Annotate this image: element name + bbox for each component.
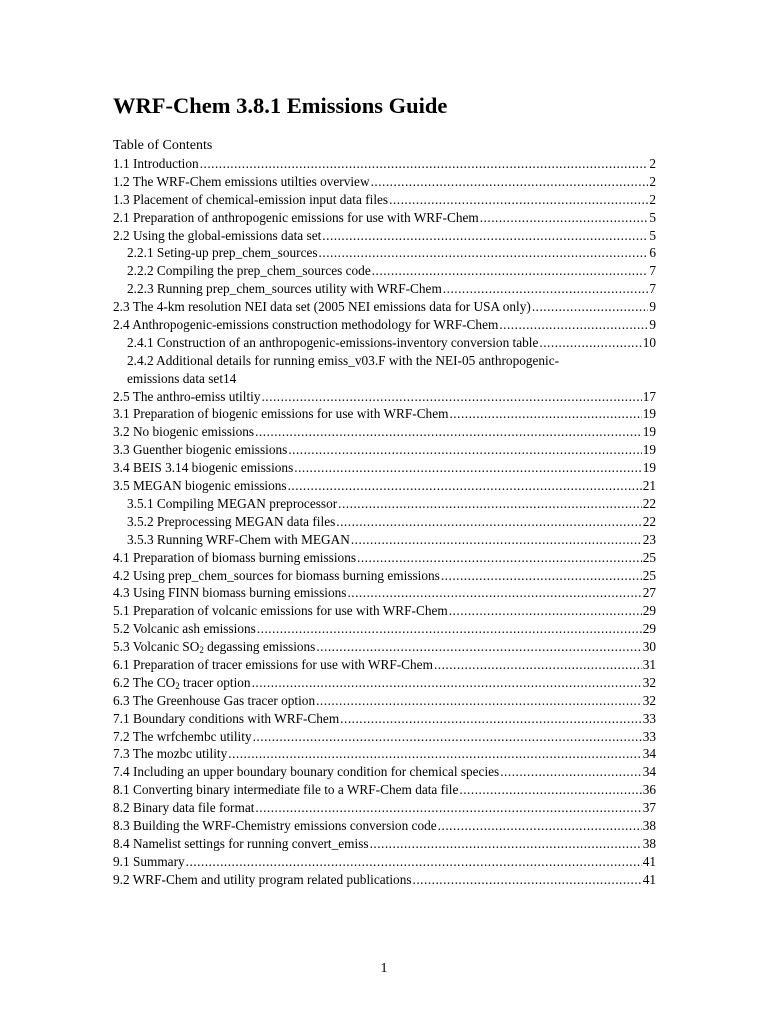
toc-entry[interactable] <box>113 513 656 531</box>
toc-leader-dots <box>413 871 642 889</box>
toc-entry-page: 32 <box>642 692 656 708</box>
toc-leader-dots <box>500 763 641 781</box>
toc-entry-title: 9.2 WRF-Chem and utility program related publications <box>113 871 412 887</box>
toc-entry-title: 7.1 Boundary conditions with WRF-Chem <box>113 710 340 726</box>
toc-entry-title: 2.2.3 Running prep_chem_sources utility with WRF-Chem <box>127 281 442 297</box>
toc-entry[interactable] <box>113 441 656 459</box>
toc-entry-title: 2.1 Preparation of anthropogenic emissions for use with WRF-Chem <box>113 209 479 225</box>
toc-leader-dots <box>357 549 642 567</box>
toc-entry[interactable] <box>113 495 656 513</box>
toc-leader-dots <box>351 531 642 549</box>
toc-entry-title: 2.4.1 Construction of an anthropogenic-emissions-inventory conversion table <box>127 334 539 350</box>
toc-leader-dots <box>336 513 641 531</box>
toc-entry-page: 34 <box>642 746 656 762</box>
toc-entry[interactable] <box>113 388 656 406</box>
toc-entry[interactable] <box>113 227 656 245</box>
toc-entry-page: 30 <box>642 639 656 655</box>
toc-entry[interactable] <box>113 459 656 477</box>
toc-entry[interactable] <box>113 531 656 549</box>
toc-entry-title: 5.2 Volcanic ash emissions <box>113 621 256 637</box>
toc-entry-title: 2.2.2 Compiling the prep_chem_sources code <box>127 263 371 279</box>
toc-leader-dots <box>228 745 641 763</box>
toc-entry[interactable] <box>113 155 656 173</box>
toc-entry[interactable] <box>113 817 656 835</box>
toc-entry-title: 5.1 Preparation of volcanic emissions for use with WRF-Chem <box>113 603 448 619</box>
toc-entry-title: 3.5.3 Running WRF-Chem with MEGAN <box>127 531 350 547</box>
toc-entry-title: 2.4 Anthropogenic-emissions construction methodology for WRF-Chem <box>113 317 499 333</box>
toc-leader-dots <box>499 316 648 334</box>
toc-leader-dots <box>438 817 642 835</box>
toc-entry-page: 41 <box>642 853 656 869</box>
toc-entry[interactable] <box>113 584 656 602</box>
toc-entry[interactable] <box>113 209 656 227</box>
toc-entry-title: 5.3 Volcanic $SO_2$ degassing emissions <box>113 639 316 656</box>
toc-entry-page: 29 <box>642 603 656 619</box>
toc-entry[interactable] <box>113 262 656 280</box>
toc-leader-dots <box>459 781 641 799</box>
toc-entry[interactable] <box>113 728 656 746</box>
toc-entry-page: 25 <box>642 567 656 583</box>
toc-entry-title: 6.1 Preparation of tracer emissions for use with WRF-Chem <box>113 656 433 672</box>
toc-entry-title: 8.3 Building the WRF-Chemistry emissions conversion code <box>113 817 437 833</box>
toc-leader-dots <box>322 227 648 245</box>
toc-entry-page: 22 <box>642 495 656 511</box>
toc-entry-page: 2 <box>649 156 656 171</box>
toc-entry-page: 25 <box>642 549 656 565</box>
toc-entry-page: 9 <box>649 299 656 315</box>
toc-entry-page: 2 <box>649 173 656 189</box>
toc-entry-page: 5 <box>649 227 656 243</box>
toc-leader-dots <box>200 155 649 173</box>
toc-entry-page: 7 <box>649 281 656 297</box>
toc-entry[interactable] <box>113 298 656 316</box>
toc-leader-dots <box>449 602 642 620</box>
toc-entry-page: 19 <box>642 460 656 476</box>
toc-entry-title: 2.4.2 Additional details for running emiss_v03.F with the NEI-05 anthropogenic- <box>127 352 560 368</box>
toc-entry[interactable] <box>113 656 656 674</box>
toc-entry-page: 19 <box>642 406 656 422</box>
toc-entry-page: 21 <box>642 478 656 494</box>
toc-entry[interactable] <box>113 549 656 567</box>
toc-leader-dots <box>340 710 642 728</box>
toc-entry-page: 41 <box>642 871 656 887</box>
toc-entry[interactable] <box>113 567 656 585</box>
toc-leader-dots <box>252 674 642 692</box>
toc-entry[interactable] <box>113 244 656 262</box>
toc-entry-title: 3.5.2 Preprocessing MEGAN data files <box>127 513 336 529</box>
toc-entry[interactable] <box>113 173 656 191</box>
toc-leader-dots <box>255 423 642 441</box>
toc-entry-page: 23 <box>642 531 656 547</box>
toc-leader-dots <box>370 835 642 853</box>
toc-entry-page: 31 <box>642 656 656 672</box>
toc-leader-dots <box>294 459 641 477</box>
toc-entry-title: 3.1 Preparation of biogenic emissions for use with WRF-Chem <box>113 406 449 422</box>
toc-leader-dots <box>253 728 642 746</box>
toc-leader-dots <box>371 173 649 191</box>
toc-entry-title: 6.3 The Greenhouse Gas tracer option <box>113 692 316 708</box>
toc-entry[interactable] <box>113 871 656 889</box>
toc-entry-page: 19 <box>642 424 656 440</box>
toc-entry-page: 33 <box>642 728 656 744</box>
toc-leader-dots <box>480 209 649 227</box>
toc-entry-title: 2.5 The anthro-emiss utiltiy <box>113 388 261 404</box>
toc-entry[interactable] <box>113 781 656 799</box>
toc-entry-title: 8.1 Converting binary intermediate file to a WRF-Chem data file <box>113 782 459 798</box>
toc-leader-dots <box>372 262 649 280</box>
toc-entry[interactable] <box>113 674 656 692</box>
toc-entry-page: 19 <box>642 442 656 458</box>
toc-entry-page: 6 <box>649 245 656 261</box>
toc-leader-dots <box>316 638 641 656</box>
toc-leader-dots <box>319 244 649 262</box>
toc-entry[interactable] <box>113 620 656 638</box>
toc-heading: Table of Contents <box>113 138 213 153</box>
toc-entry-title: 6.2 The $CO_2$ tracer option <box>113 674 251 691</box>
toc-entry-title: 2.2.1 Seting-up prep_chem_sources <box>127 245 318 261</box>
page-number: 1 <box>380 961 388 976</box>
toc-entry[interactable] <box>113 710 656 728</box>
toc-entry-page: 10 <box>642 334 656 350</box>
toc-entry-title: 2.3 The 4-km resolution NEI data set (2005 NEI emissions data for USA only) <box>113 299 531 315</box>
toc-entry-page: 33 <box>642 710 656 726</box>
toc-entry-title: 1.3 Placement of chemical-emission input data files <box>113 191 389 207</box>
toc-leader-dots <box>389 191 648 209</box>
toc-entry-page: 29 <box>642 621 656 637</box>
toc-entry-page: 2 <box>649 191 656 207</box>
toc-leader-dots <box>288 477 642 495</box>
toc-entry-page: 7 <box>649 263 656 279</box>
toc-entry-title: 2.2 Using the global-emissions data set <box>113 227 322 243</box>
toc-entry[interactable] <box>113 352 656 388</box>
toc-leader-dots <box>434 656 642 674</box>
toc-leader-dots <box>539 334 641 352</box>
table-of-contents <box>113 155 656 889</box>
toc-entry-title: 4.3 Using FINN biomass burning emissions <box>113 585 347 601</box>
toc-leader-dots <box>316 692 642 710</box>
toc-entry-page: 37 <box>642 800 656 816</box>
toc-entry-page: 5 <box>649 209 656 225</box>
toc-entry-page: 22 <box>642 513 656 529</box>
toc-entry[interactable] <box>113 799 656 817</box>
toc-entry-title: 7.3 The mozbc utility <box>113 746 228 762</box>
toc-leader-dots <box>255 799 641 817</box>
toc-entry[interactable] <box>113 745 656 763</box>
toc-entry[interactable] <box>113 316 656 334</box>
toc-entry-title: 8.4 Namelist settings for running convert_emiss <box>113 835 369 851</box>
toc-entry[interactable] <box>113 423 656 441</box>
toc-entry-title: 8.2 Binary data file format <box>113 800 255 816</box>
toc-entry-title: 3.5 MEGAN biogenic emissions <box>113 478 287 494</box>
toc-entry-title: 4.2 Using prep_chem_sources for biomass burning emissions <box>113 567 440 583</box>
toc-entry[interactable] <box>113 692 656 710</box>
toc-entry-title: 4.1 Preparation of biomass burning emissions <box>113 549 357 565</box>
toc-entry[interactable] <box>113 602 656 620</box>
subscript: 2 <box>199 645 204 656</box>
toc-leader-dots <box>443 280 649 298</box>
toc-entry[interactable] <box>113 835 656 853</box>
toc-entry-title: 1.1 Introduction <box>113 156 199 171</box>
toc-entry-page: 38 <box>642 835 656 851</box>
toc-entry-page: 36 <box>642 782 656 798</box>
toc-entry[interactable] <box>113 853 656 871</box>
toc-leader-dots <box>449 405 641 423</box>
toc-entry-page: 27 <box>642 585 656 601</box>
toc-entry-title: 3.5.1 Compiling MEGAN preprocessor <box>127 495 338 511</box>
toc-entry[interactable] <box>113 763 656 781</box>
toc-entry[interactable] <box>113 280 656 298</box>
toc-entry-page: 9 <box>649 317 656 333</box>
toc-entry-title: 3.2 No biogenic emissions <box>113 424 255 440</box>
toc-entry[interactable] <box>113 638 656 656</box>
toc-entry[interactable] <box>113 405 656 423</box>
toc-entry-title-continued: emissions data set <box>127 370 224 386</box>
toc-leader-dots <box>347 584 641 602</box>
toc-entry[interactable] <box>113 191 656 209</box>
toc-entry[interactable] <box>113 334 656 352</box>
toc-entry-page: 17 <box>642 388 656 404</box>
toc-entry-title: 3.4 BEIS 3.14 biogenic emissions <box>113 460 294 476</box>
toc-entry-page: 38 <box>642 817 656 833</box>
toc-entry-page: 32 <box>642 674 656 690</box>
toc-entry-title: 9.1 Summary <box>113 853 185 869</box>
toc-leader-dots <box>257 620 642 638</box>
toc-leader-dots <box>261 388 641 406</box>
toc-entry-title: 1.2 The WRF-Chem emissions utilties overview <box>113 173 370 189</box>
toc-entry-title: 7.4 Including an upper boundary bounary condition for chemical species <box>113 764 500 780</box>
toc-leader-dots <box>532 298 649 316</box>
toc-leader-dots <box>186 853 642 871</box>
toc-leader-dots <box>338 495 642 513</box>
subscript: 2 <box>175 680 180 691</box>
document-title: WRF-Chem 3.8.1 Emissions Guide <box>113 93 448 118</box>
toc-entry-title: 3.3 Guenther biogenic emissions <box>113 442 288 458</box>
toc-entry-page: 14 <box>223 370 237 386</box>
toc-entry-title: 7.2 The wrfchembc utility <box>113 728 252 744</box>
toc-leader-dots <box>441 567 642 585</box>
toc-leader-dots <box>288 441 641 459</box>
toc-entry[interactable] <box>113 477 656 495</box>
toc-entry-page: 34 <box>642 764 656 780</box>
